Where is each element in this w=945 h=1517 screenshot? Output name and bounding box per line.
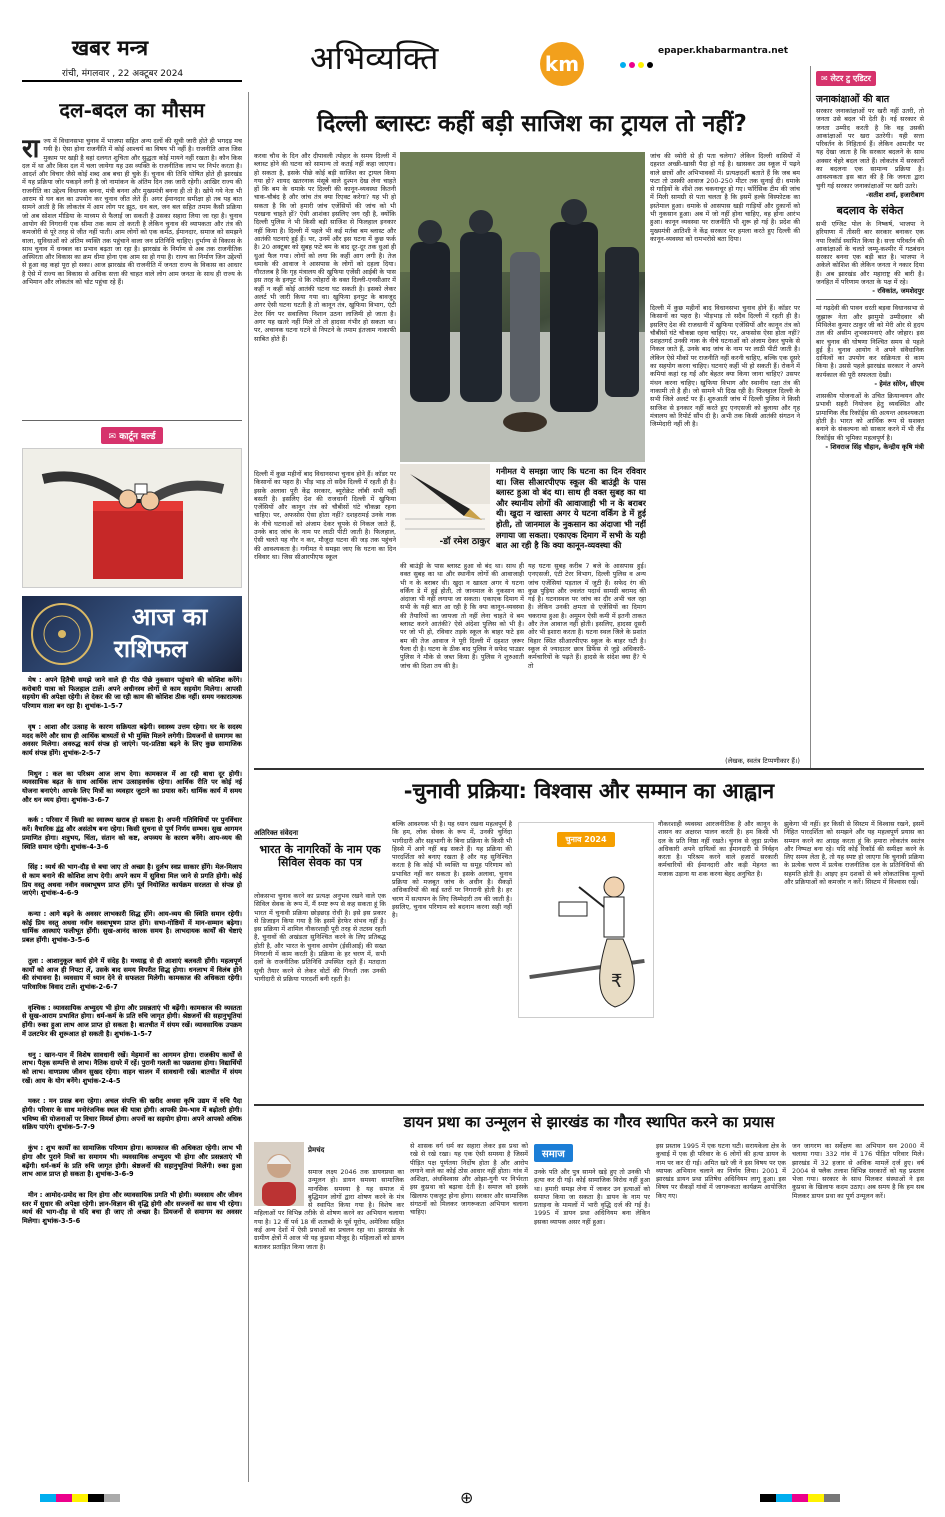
divider [22, 420, 242, 421]
letter-1-title: जनाकांक्षाओं की बात [816, 94, 890, 105]
second-col-4 [784, 820, 924, 1100]
editorial [22, 92, 242, 422]
second-col-4-text: झुकेगा भी नहीं। हर किसी से सिस्टम में विश्वास रखने, इसमें निहित पारदर्शिता को समझने और यह महत्वपूर्ण प्रयास का सम्मान करने का आग्रह करता हूं कि हमारा लोकतंत्र स्वतंत्र और निष्पक्ष बना रहे। यदि कोई रिकॉर्ड की समीक्षा करने के लिए समय लेता है, तो यह स्पष्ट हो जाएगा कि चुनावी प्रक्रिया के प्रत्येक चरण में प्रत्येक राजनीतिक दल के प्रतिनिधियों की सहमति होती है। आइए हम दशकों से बने लोकतांत्रिक मूल्यों और प्रक्रियाओं को कमजोर न करें। सिस्टम में विश्वास रखें। [784, 820, 924, 887]
second-col-1 [254, 892, 386, 1100]
rashi-kanya: कन्या : आगे बढ़ने के अवसर लाभकारी सिद्ध होंगे। आय-व्यय की स्थिति समान रहेगी। कोई प्रिय वस्तु अथवा नवीन वस्त्राभूषण प्राप्त होंगे। सभा-गोष्ठियों में मान-सम्मान बढ़ेगा। धार्मिक आस्थाएं फलीभूत होंगी। सुख-आनंद कारक समय है। लाभदायक कार्यों की चेष्टाएं प्रबल होंगी। शुभांक-3-5-6 [22, 910, 242, 945]
column-rule [810, 66, 811, 768]
letter-2 [816, 203, 924, 295]
second-headline [254, 774, 924, 808]
third-headline [254, 1108, 924, 1136]
lead-signoff: (लेखक, स्वतंत्र टिप्पणीकार हैं।) [725, 757, 800, 765]
section-title: अभिव्यक्ति [310, 39, 439, 77]
chunav-tab-text: चुनाव 2024 [565, 835, 607, 844]
lead-col-3-text: यह घटना सुबह करीब 7 बजे के आसपास हुई। एनएसजी, एंटी टेरर विभाग, दिल्ली पुलिस व अन्य जांच एजेंसियां पड़ताल में जुटी हैं। सफेद रंग की कुछ पुड़िया और ज्वलंत पदार्थ सामग्री बरामद की गई है। घटनास्थल पर जांच का दौर अभी चल रहा है। लेकिन उनकी क्षमता से एजेंसियों का दिमाग चकराया हुआ है। अमूमन ऐसी कमी में इतनी ताकत और तेज आवाज नहीं होती। इसलिए, हादसा दूसरी ओर भी इशारा करता है। घटना स्थल जिले के प्रशांत विहार स्थित सीआरपीएफ स्कूल के बाहर घटी है। स्कूल से ज्यादातर छात्र डिफेंस से जुड़े अधिकारी-कर्मचारियों के पढ़ते हैं। हादसे के संदेश क्या हैं? ये तो [528, 562, 646, 670]
third-col-2 [410, 1142, 528, 1480]
letter-3 [816, 304, 924, 388]
third-col-4-text: इस प्रस्ताव 1995 में एक घटना घटी। सरायकेला क्षेत्र के कुचाई में एक ही परिवार के 6 लोगों की हत्या डायन के नाम पर कर दी गई। अमित खरे जी ने इस विषय पर एक व्यापक अभियान चलाने का निर्णय लिया। 2001 में झारखंड डायन प्रथा प्रतिषेध अधिनियम लागू हुआ। इस विषय पर सैकड़ों गांवों में जागरूकता कार्यक्रम आयोजित किए गए। [656, 1142, 786, 1200]
third-author: प्रेमचंद [308, 1146, 325, 1154]
second-col-1-text: लोकसभा चुनाव करने का प्रत्यक्ष अनुभव रखने वाले एक सिविल सेवक के रूप में, मैं स्पष्ट रूप से कह सकता हूं कि भारत में चुनावी प्रक्रिया छोड़छाड़ रोधी है। इसे इस प्रकार से डिजाइन किया गया है कि इसमें हेरफेर संभव नहीं है। इस प्रक्रिया में शामिल नौकरशाही पूरी तरह से तटस्थ रहती है, चुनावों की अखंडता सुनिश्चित करने के लिए प्रतिबद्ध होती है, और भारत के चुनाव आयोग (ईसीआई) की सख्त निगरानी में काम करती है। प्रक्रिया के हर चरण में, सभी दलों के राजनीतिक प्रतिनिधि उपस्थित रहते हैं। मतदाता सूची तैयार करने से लेकर वोटों की गिनती तक उनकी भागीदारी से प्रक्रिया पारदर्शी बनी रहती है। [254, 892, 386, 983]
second-col-2-text: बल्कि आवश्यक भी है। यह ध्यान रखना महत्वपूर्ण है कि हम, लोक सेवक के रूप में, उनकी चुनिंदा भागीदारी और सहभागी के बिना प्रक्रिया के किसी भी हिस्से में आगे नहीं बढ़ सकते हैं। यह प्रक्रिया की पारदर्शिता को बनाए रखता है और यह सुनिश्चित करता है कि कोई भी व्यक्ति या समूह परिणाम को प्रभावित नहीं कर सकता है। इसके अलावा, चुनाव प्रक्रिया को मजबूत जांच के अधीन है। सैकड़ों अधिकारियों की कई स्तरों पर निगरानी होती है। हर चरण में सत्यापन के लिए जिम्मेदारी तय की जाती है। इसलिए, चुनाव परिणाम को बदनाम करना सही नहीं है। [392, 820, 512, 920]
editorial-dropcap: रा [22, 137, 40, 164]
third-col-2-text: से शासक वर्ग धर्म का सहारा लेकर इस प्रथा को रखे से रखे रखा। यह एक ऐसी समस्या है जिसमें पीड़ित पक्ष पूर्णतया निर्दोष होता है और आरोप लगाने वाले का कोई ठोस आधार नहीं होता। गांव में अशिक्षा, अंधविश्वास और ओझा-गुनी पर निर्भरता इस कुप्रथा को बढ़ावा देती है। समाज को इसके खिलाफ एकजुट होना होगा। सरकार और सामाजिक संगठनों को मिलकर जागरूकता अभियान चलाना चाहिए। [410, 1142, 528, 1217]
cartoon-image [22, 448, 242, 588]
letters-section [816, 66, 924, 766]
lead-col-4-text: जांच की थ्योरी से ही पता चलेगा? लेकिन दिल्ली वासियों में दहशत अच्छी-खासी पैदा हो गई है। खासकर उस स्कूल में पढ़ने वाले छात्रों और अभिभावकों में। प्रत्यक्षदर्शी बताते हैं कि जब बम फटा तो उसकी आवाज 200-250 मीटर तक सुनाई दी। धमाके से गाड़ियों के शीशे तक चकनाचूर हो गए। फॉरेंसिक टीम की जांच में मिली सामग्री से पता चलता है कि इसमें हल्के विस्फोटक का इस्तेमाल हुआ। धमाके से आसपास खड़ी गाड़ियों और दुकानों को भी नुकसान हुआ। अब में जो नहीं होना चाहिए, वह होना आरंभ हुआ। कानून व्यवस्था पर राजनीति भी शुरू हो गई है। प्रदेश की मुख्यमंत्री आतिशी ने केंद्र सरकार पर हमला करते हुए दिल्ली की कानून-व्यवस्था को रामभरोसे बता दिया। [650, 152, 800, 243]
masthead-rule [22, 80, 242, 82]
cartoon-box [22, 424, 242, 592]
second-col-3-text: नौकरशाही व्यवस्था आरजनीतिक है और कानून के शासन का अक्षरश पालन करती है। हम किसी भी दल के प्रति निष्ठा नहीं रखते। चुनाव से जुड़ा प्रत्येक अधिकारी अपने दायित्वों का ईमानदारी से निर्वहन करता है। परिश्रम करने वाले हजारों सरकारी कर्मचारियों की ईमानदारी और कड़ी मेहनत का मजाक उड़ाना या शक करना बेहद अनुचित है। [658, 820, 778, 878]
color-bar-right [760, 1494, 840, 1502]
rashi-kumbh: कुंभ : शुभ कार्यों का सामाजिक परिणाम होगा। कामकाज की अधिकता रहेगी। लाभ भी होगा और पुराने मित्रों का समागम भी। व्यवसायिक अभ्युदय भी होगा और प्रसन्नताएं भी बढ़ेंगी। धर्म-कर्म के प्रति रुचि जागृत होगी। श्रेष्ठजनों की सहानुभूतियां मिलेंगी। रुका हुआ लाभ आज प्राप्त हो सकता है। शुभांक-3-6-9 [22, 1144, 242, 1179]
letter-2-body: सभी एग्जिट पोल के निष्कर्ष, भाजपा ने हरियाणा में तीसरी बार सरकार बनाकर एक नया रिकॉर्ड स्थापित किया है। सत्ता परिवर्तन की आकांक्षाओं के चलते जम्मू-कश्मीर में गठबंधन सरकार बनना एक बड़ी बात है। भाजपा ने अकेले कोशिश की लेकिन जनता ने नकार दिया है। अब झारखंड और महाराष्ट्र की बारी है। जनहित में परिणाम जनता के पक्ष में रहे। [816, 219, 924, 287]
cartoon-label: ✉ कार्टून वर्ल्ड [22, 424, 242, 444]
lead-headline [254, 104, 810, 144]
lead-headline-text: दिल्ली ब्लास्टः कहीं बड़ी साजिश का ट्रायल तो नहीं? [317, 111, 747, 137]
color-swatches [620, 62, 653, 68]
dateline: रांची, मंगलवार , 22 अक्टूबर 2024 [62, 69, 184, 79]
third-headline-text: डायन प्रथा का उन्मूलन से झारखंड का गौरव स्थापित करने का प्रयास [403, 1113, 775, 1131]
rashi-singh: सिंह : व्यर्थ की भाग-दौड़ से बचा जाए तो अच्छा है। दुर्लभ स्वप्न साकार होंगे। मेल-मिलाप से काम बनाने की कोशिश लाभ देगी। अपने काम में सुविधा मिल जाने से प्रगति होगी। कोई प्रिय वस्तु अथवा नवीन वस्त्राभूषण प्राप्त होंगे। पूर्व नियोजित कार्यक्रम सरलता से संपन्न हो जाएंगे। शुभांक-4-6-9 [22, 863, 242, 898]
letters-tab-text: लेटर टु एडिटर [830, 74, 871, 83]
color-bar-left [40, 1494, 120, 1502]
lead-pullquote-text: गनीमत ये समझा जाए कि घटना का दिन रविवार था। जिस सीआरपीएफ स्कूल की बाउंड्री के पास ब्लास्ट हुआ वो बंद था। साथ ही वक्त सुबह का था और स्थानीय लोगों की आवाजाही भी न के बराबर थी। खुदा न खास्ता अगर ये घटना वर्किंग डे में हुई होती, तो जानमाल के नुकसान का अंदाजा भी नहीं लगाया जा सकता। एकाएक दिमाग में सभी के यही बात आ रही है कि क्या कानून-व्यवस्था की [496, 466, 646, 551]
letter-1-body: सरकार जनाकांक्षाओं पर खरी नहीं उतरी, तो जनता उसे बदल भी देती है। नई सरकार से जनता उम्मीद करती है कि वह उसकी आकांक्षाओं पर खरा उतरेगी। यही सत्ता परिवर्तन के निहितार्थ हैं। लेकिन आमतौर पर यह देखा जाता है कि सरकार बदलने के साथ अक्सर चेहरे बदल जाते हैं। लोकतंत्र में सरकारों का बदलना एक सामान्य प्रक्रिया है। आवश्यकता इस बात की है कि जनता द्वारा चुनी गई सरकार जनाकांक्षाओं पर खरी उतरे। [816, 107, 924, 190]
third-col-3 [534, 1168, 650, 1480]
letter-2-sign: - रविकांत, जमशेदपुर [872, 287, 924, 296]
rashi-tula: तुला : आशानुकूल कार्य होने में संदेह है। मध्याह्न से ही आशाएं बलवती होंगी। महत्वपूर्ण कार्यों को आज ही निपटा लें, उसके बाद समय विपरीत सिद्ध होगा। धनलाभ में विलंब होने की संभावना है। व्यवसाय में ध्यान देने से सफलता मिलेगी। कामकाज की अधिकता रहेगी। पारिवारिक विवाद टालें। शुभांक-2-6-7 [22, 956, 242, 991]
svg-text:₹: ₹ [611, 971, 623, 992]
third-col-5 [792, 1142, 924, 1480]
ballot-box-cartoon [23, 449, 242, 588]
letter-4-sign: - शिवराज सिंह चौहान, केन्द्रीय कृषि मंत्री [825, 442, 924, 451]
samaj-tab [534, 1142, 650, 1164]
lead-col-4 [650, 152, 800, 302]
newspaper-name: खबर मन्त्र [72, 35, 149, 60]
editorial-body: ज्य में विधानसभा चुनाव में भाजपा सहित अन्य दलों की सूची जारी होते ही भगदड़ मच गयी है। ऐसा होना राजनीति में कोई आश्चर्य का विषय भी नहीं है। राजनीति आज जिस मुकाम पर खड़ी है वहां दलगत शुचिता और सुद्धता कोई मायने नहीं रखता है। कौन किस दल में था और किस दल में चला जायेगा यह उस व्यक्ति के राजनीतिक लाभ पर निर्भर करता है। आदर्श और विचार जैसे कोई शब्द अब बचा ही चुके हैं। चुनाव की तिथि घोषित होते ही झारखंड में यह प्रक्रिया जोर पकड़ने लगी है जो नामांकन के अंतिम दिन तक जारी रहेगी। आखिर राज्य की राजनीति का उद्देश्य विधायक बनना, मंत्री बनना और मुख्यमंत्री बनना ही तो है। खोये गये नेता भी आराम से घन बल का उपयोग कर चुनाव जीत लेते हैं। अगर ईमानदार समीक्षा हो तब यह बात सामने आती है कि लोकतंत्र में आम लोग पर झूठ, धन बल, जन बल सहित तमाम कैसी प्रक्रिया जो अब सोशल मीडिया के माध्यम से फैलाई जा सकती है उसका सहारा लिया जा रहा है। चुनाव आयोग की निगरानी एक सीमा तक काम तो करती है लेकिन चुनाव की व्यापकता और तंत्र की कमजोरी से पूरे तरह से जीत नहीं पाती। आम लोगों को एक कर्मठ, ईमानदार, समाज को समझने वाला, सुविधाओं को अंतिम व्यक्ति तक पहुंचाने वाला जन प्रतिनिधि चाहिए। दुर्भाग्य से विकास के साथ चुनाव में धनबल का प्रभाव बढ़ता जा रहा है। झारखंड के निर्माण से अब तक राजनीतिक अस्थिरता और विकास का क्रम धीमा होना एक आम सा हो गया है। राज्य का निर्माण जिन उद्देश्यों से हुआ वह कहां पूरा हो सका। आज झारखंड की राजनीति में जनता राज्य के विकास का आधार है ऐसे में राज्य का विकास से अधिक सत्ता की चाहत वाले लोग आम जनता के साथ ही राज्य के अभिमान और लोकतंत्र को चोट पहुंचा रहे हैं। [22, 137, 242, 287]
logo-letters: km [544, 52, 580, 76]
rashi-vrishchik: वृश्चिक : व्यावसायिक अभ्युदय भी होगा और प्रसन्नताएं भी बढ़ेंगी। कामकाज की व्यस्तता से सुख-आराम प्रभावित होगा। धर्म-कर्म के प्रति रुचि जागृत होगी। श्रेष्ठजनों की सहानुभूतियां होंगी। रुका हुआ लाभ आज प्राप्त हो सकता है। बातचीत में संयम रखें। व्यावसायिक उपक्रम में उलटफेर की शुरूआत हो सकती है। शुभांक-1-5-7 [22, 1003, 242, 1038]
chunav-cartoon [518, 822, 654, 1018]
second-col-3 [658, 820, 778, 1100]
rashi-mithun: मिथुन : कल का परिश्रम आज लाभ देगा। कामकाज में आ रही बाधा दूर होगी। व्यवसायिक बढ़त के साथ आर्थिक लाभ उत्साहवर्धक रहेगा। आर्थिक रीति पर कोई नई योजना बनाएंगे। आपके लिए मित्रों का व्यवहार जुटाने का प्रयास करें। धार्मिक कार्य में समय और धन व्यय होगा। शुभांक-3-6-7 [22, 769, 242, 804]
letter-1-sign: -सतीश शर्मा, हजारीबाग [865, 190, 924, 199]
lead-col-1-text: करवा चौथ के दिन और दीपावली त्योहार के समय दिल्ली में ब्लास्ट होने की घटना को सामान्य तो कतई नहीं कहा जाएगा। हो सकता है, इसके पीछे कोई बड़ी साजिश का ट्रायल किया गया हो? शायद खतरनाक मंसूबे वाले दुश्मन देख लेना चाहते हों कि बम के धमाके पर दिल्ली की कानून-व्यवस्था कितनी चाक-चौबंद है और जांच तंत्र क्या रिएक्ट करेगा? यह भी हो सकता है कि जो हमारी जांच एजेंसियों की जांच को भी परखना चाहते हों? ऐसी आशंका इसलिए जग रही है, क्योंकि दिल्ली पुलिस ने भी किसी बड़ी साजिश से फिलहाल इनकार नहीं किया है। दिल्ली में पहले भी कई मर्तबा बम ब्लास्ट और आतंकी घटनाएं हुई हैं। पर, उनमें और इस घटना में कुछ फर्क है। 20 अक्टूबर को सुबह फटे बम के बाद दूर-दूर तक धुआं ही धुआं फैल गया। लोगों को लगा कि कहीं आग लगी है। तेज धमाके की आवाज ने आसपास के लोगों को दहला दिया। गौरतलब है कि गृह मंत्रालय की खुफिया एजेंसी आईबी के पास इस तरह के इनपुट थे कि त्योहारों के वक्त दिल्ली-एनसीआर में कहीं न कहीं कोई आतंकी घटना घट सकती है। इसको लेकर अलर्ट भी जारी किया गया था। खुफिया इनपुट के बावजूद अगर ऐसी घटना घटती है तो कानून तंत्र, खुफिया विभाग, एंटी टेरर विंग पर सवालिया निशान उठना लाजिमी हो जाता है। अगर यह खतरे नहीं मिले तो तो हादसा गंभीर हो सकता था। पर, अचानक घटना घटने से निपटने के तमाम इंतजाम नाकाफी साबित होते हैं। [254, 152, 396, 343]
second-headline-text: -चुनावी प्रक्रिया: विश्वास और सम्मान का आह्वान [403, 779, 775, 803]
election-cartoon-illustration [519, 847, 654, 1017]
cartoon-label-text: कार्टून वर्ल्ड [119, 432, 156, 442]
rashi-dhanu: धनु : खान-पान में विशेष सावधानी रखें। मेहमानों का आगमन होगा। राजकीय कार्यों से लाभ। पैतृक सम्पत्ति से लाभ। नैतिक दायरे में रहें। पुरानी गलती का पछतावा होगा। विद्यार्थियों को लाभ। वाणप्रस्थ जीवन सुखद रहेगा। वाहन चालन में सावधानी रखें। बातचीत में संयम रखें। आय के योग बनेंगे। शुभांक-2-4-5 [22, 1050, 242, 1085]
second-kicker-box [254, 820, 386, 890]
second-col-2 [392, 820, 512, 1100]
third-col-3-text: उनके पति और पुत्र सामने खड़े हुए तो उनकी भी हत्या कर दी गई। कोई सामाजिक विरोध नहीं हुआ था। हमारी समझ लेना में जाकर उन हत्याओं को समाप्त किया जा सकता है। डायन के नाम पर प्रताड़ना के मामलों में भारी वृद्धि दर्ज की गई है। 1995 में डायन प्रथा अधिनियम बना लेकिन इसका व्यापक असर नहीं हुआ। [534, 1168, 650, 1226]
second-kicker: अतिरिक्त संवेदना [254, 829, 299, 837]
lead-col-4b-text: दिल्ली में कुछ महीनों बाद विधानसभा चुनाव होने हैं। कॉडर पर किसानों का पहरा है। भीड़भाड़ तो सदैव दिल्ली में रहती ही है। इसलिए देश की राजधानी में खुफिया एजेंसियों और कानून तंत्र को चौबीसों घंटे चौकन्ना रहना चाहिए। पर, अफसोस ऐसा होता नहीं? दशहतगर्द उनकी नाक के नीचे घटनाओं को अंजाम देकर चुपके से निकल जाते हैं, उनके बाद जांच के नाम पर लाठी पीटी जाती है। लेकिन ऐसे मौकों पर राजनीति नहीं करनी चाहिए, बल्कि एक दूसरे का सहयोग करना चाहिए। घटनाएं कहीं भी हो सकती हैं। रोकने में कमियां कहां रह गईं और बेहतर क्या किया जाना चाहिए? उसपर मंथन करना चाहिए। खुफिया विभाग और स्थानीय रक्षा तंत्र की नाकामी तो है ही। जो सामने भी दिख रही है। फिलहाल दिल्ली के सभी जिले अलर्ट पर हैं। शुरुआती जांच में दिल्ली पुलिस ने किसी साजिश से इनकार नहीं करते हुए एनएसजी को बुलाया और गृह मंत्रालय को रिपोर्ट सौंप दी है। अभी तक किसी आतंकी संगठन ने जिम्मेदारी नहीं ली है। [650, 304, 800, 429]
lead-col-1 [254, 152, 396, 468]
masthead [0, 0, 945, 88]
rashifal-header [22, 596, 242, 672]
samaj-tab-text: समाज [542, 1149, 565, 1160]
divider [254, 768, 924, 770]
lead-col-1b-text: दिल्ली में कुछ महीनों बाद विधानसभा चुनाव होने हैं। कॉडर पर किसानों का पहरा है। भीड़ भाड़ तो सदैव दिल्ली में रहती ही है। इसके अलावा पूरी केंद्र सरकार, ब्यूरोक्रेट लॉबी सभी यहीं बसती है। इसलिए देश की राजधानी दिल्ली में खुफिया एजेंसियों और कानून तंत्र को चौबीसों घंटे चौकन्ना रहना चाहिए। पर, अफसोस ऐसा होता नहीं? दशहरामई उनके नाक के नीचे घटनाओं को अंजाम देकर चूपके से निकल जाते हैं, उनके बाद जांच के नाम पर लाठी पीटी जाती है। फिलहाल, ऐसी चलते यह गौर न कर, मौजूदा घटना की जड़ तक पहुंचने की आवश्यकता है। गनीमत ये समझा जाए कि घटना का दिन रविवार था। जिस सीआरपीएफ स्कूल [254, 470, 396, 561]
lead-pullquote [496, 466, 646, 556]
letter-4 [816, 392, 924, 451]
lead-col-2-text: की बाउंड्री के पास ब्लास्ट हुआ वो बंद था। साथ ही वक्त सुबह का था और स्थानीय लोगों की आवाजाही भी न के बराबर थी। खुदा न खास्ता अगर ये घटना वर्किंग डे में हुई होती, तो जानमाल के नुकसान का अंदाजा भी नहीं लगाया जा सकता। एकाएक दिमाग में सभी के यही बात आ रही है कि क्या कानून-व्यवस्था की तैयारियों का जायजा तो नहीं लेना चाहते थे बम ब्लास्ट करने आतंकी? ऐसे अंदेशा पुलिस को भी है। पर जो भी हो, रविवार तड़के स्कूल के बाहर फटे इस बम की तेज आवाज ने पूरी दिल्ली में दहशत ज़रूर फैला दी है। घटना के ठीक बाद पुलिस ने सफेद पाउडर पुलिस ने मौके से जब्त किया है। पुलिस ने शुरुआती जांच की दिशा तय की है। [400, 562, 524, 670]
lead-col-2 [400, 562, 524, 766]
lead-photo [400, 152, 645, 462]
third-col-4 [656, 1142, 786, 1480]
lead-col-1b [254, 470, 396, 766]
letter-2-title: बदलाव के संकेत [836, 203, 904, 217]
third-col-1 [254, 1168, 404, 1480]
police-scene-illustration [400, 152, 645, 462]
divider [254, 1104, 924, 1106]
letter-3-sign: - हेमंत सोरेन, सीएम [874, 380, 924, 389]
epaper-url[interactable]: epaper.khabarmantra.net [658, 46, 789, 56]
column-rule [248, 92, 249, 1482]
lead-col-3 [528, 562, 646, 766]
brand-logo [540, 42, 584, 86]
rashi-kark: कर्क : परिवार में किसी का स्वास्थ्य खराब हो सकता है। अपनी गतिविधियों पर पुनर्विचार करें। वैचारिक द्वंद्व और असंतोष बना रहेगा। किसी सुचना से पूर्ण निर्णय सम्भव। सुख आगमन प्रमाणित होगा। शत्रुभय, चिंता, संतान को कष्ट, अपव्यय के कारण बनेंगे। आय-व्यय की स्थिति समान रहेगी। शुभांक-4-3-6 [22, 816, 242, 851]
lead-col-4b [650, 304, 800, 754]
letter-3-body: मां गढ़देवी की पावन धरती बड़वा विधानसभा से जुझारू नेता और झामुमो उम्मीदवार श्री मिथिलेश कुमार ठाकुर जी को मेरी ओर से हृदय तल की असीम शुभकामनाएं और जोहार। इस बार चुनाव की घोषणा निश्चित समय से पहले हुई है। चुनाव आयोग ने अपने संवैधानिक दायित्वों का उपयोग कर सक्रियता से काम किया है। उससे पहले झारखंड सरकार ने अपने कार्यकाल की पूरी सफलता देखी। [816, 304, 924, 379]
lead-byline: -डॉ रमेश ठाकुर [439, 537, 490, 547]
third-col-1-text: समाज लक्ष्य 2046 तक डायनप्रथा का उन्मूलन हो। डायन समस्या सामाजिक मानसिक समस्या है यह समाज में बुद्धिमान लोगों द्वारा शोषण करने के मंत्र से स्थापित किया गया है। विशेष कर महिलाओं पर विभिन्न तरीके से शोषण करने का अभियान चलाया गया है। 12 वीं पर्व 18 वीं शताब्दी के पूर्व यूरोप, अमेरिका सहित कई अन्य देशों में ऐसी प्रथाओं का प्रचलन रहा था। झारखंड के ग्रामीण क्षेत्रों में आज भी यह कुप्रथा मौजूद है। महिलाओं को डायन बताकर प्रताड़ित किया जाता है। [254, 1168, 404, 1251]
letter-1 [816, 92, 924, 199]
rashi-mesh: मेष : अपने हितैषी समझे जाने वाले ही पीठ पीछे नुकसान पहुंचाने की कोशिश करेंगे। करोबारी यात्रा को फिलहाल टालें। अपने अधीनस्थ लोगों से काम सहयोग मिलेगा। आपसी सहयोग की अपेक्षा रहेगी। ले देकर की जा रही काम की कोशिश ठीक नहीं। समय नकारात्मक परिणाम वाला बन रहा है। शुभांक-1-5-7 [22, 676, 242, 711]
second-subhead: भारत के नागरिकों के नाम एक सिविल सेवक का पत्र [259, 843, 381, 869]
third-col-5-text: जन जागरण का सर्वेक्षण का अभियान सन 2000 में चलाया गया। 332 गांव में 176 पीड़ित परिवार मिले। झारखंड में 32 हजार से अधिक मामलें दर्ज हुए। वर्ष 2004 से फ्लैक तलाश विभिन्न सरकारों को यह प्रस्ताव भेजा गया। सरकार के साथ मिलकर संस्थाओं ने इस कुप्रथा के खिलाफ कदम उठाए। अब समय है कि हम सब मिलकर डायन प्रथा का पूर्ण उन्मूलन करें। [792, 1142, 924, 1200]
rashifal-title-1: आज का [132, 603, 208, 631]
rashi-vrish: वृष : आशा और उत्साह के कारण सक्रियता बढ़ेगी। स्वास्थ्य उत्तम रहेगा। घर के सदस्य मदद करेंगे और साथ ही आर्थिक बाध्यतों से भी मुक्ति मिलने लगेगी। प्रियजनों से समागम का अवसर मिलेगा। अवरुद्ध कार्य संपन्न हो जाएंगे। पद-प्रतिष्ठा बढ़ने के लिए कुछ सामाजिक कार्य संपन्न होंगे। शुभांक-2-5-7 [22, 722, 242, 757]
letter-4-body: शासकीय योजनाओं के उचित क्रियान्वयन और प्रभावी सहरी नियोजन हेतु व्यवस्थित और प्रामाणिक लैंड रिकॉर्ड्स की अत्यन्त आवश्यकता होती है। भारत को आर्थिक रूप से सशक्त बनाने के संकल्पना को साकार करने में भी लैंड रिकॉर्ड्स की भूमिका महत्वपूर्ण है। [816, 392, 924, 442]
rashifal-list [22, 676, 242, 1476]
registration-mark-icon: ⊕ [460, 1488, 474, 1507]
rashi-makar: मकर : मन प्रसन्न बना रहेगा। अचल संपत्ति की खरीद अथवा कृषि उद्यम में रुचि पैदा होगी। परिवार के साथ मनोरंजनिक स्थल की यात्रा होगी। आपकी प्रेम-भाव में बढ़ोतरी होगी। भविष्य की योजनाओं पर विचार विमर्श होगा। अपनों का सहयोग होगा। अपने आपको अधिक सक्रिय पाएंगे। शुभांक-5-7-9 [22, 1097, 242, 1132]
rashifal-title-2: राशिफल [114, 635, 188, 663]
letters-tab: ✉ लेटर टु एडिटर [816, 71, 876, 86]
rashi-meen: मीन : आमोद-प्रमोद का दिन होगा और व्यावसायिक प्रगति भी होगी। व्यवसाय और जीवन स्तर में सुधार की अपेक्षा रहेगी। ज्ञान-विज्ञान की वृद्धि होगी और सज्जनों का साथ भी रहेगा। व्यर्थ की भाग-दौड़ से यदि बचा ही जाए तो अच्छा है। प्रियजनों से समागम का अवसर मिलेगा। शुभांक-3-5-6 [22, 1190, 242, 1226]
editorial-title: दल-बदल का मौसम [59, 98, 205, 122]
chunav-tab [557, 832, 614, 847]
